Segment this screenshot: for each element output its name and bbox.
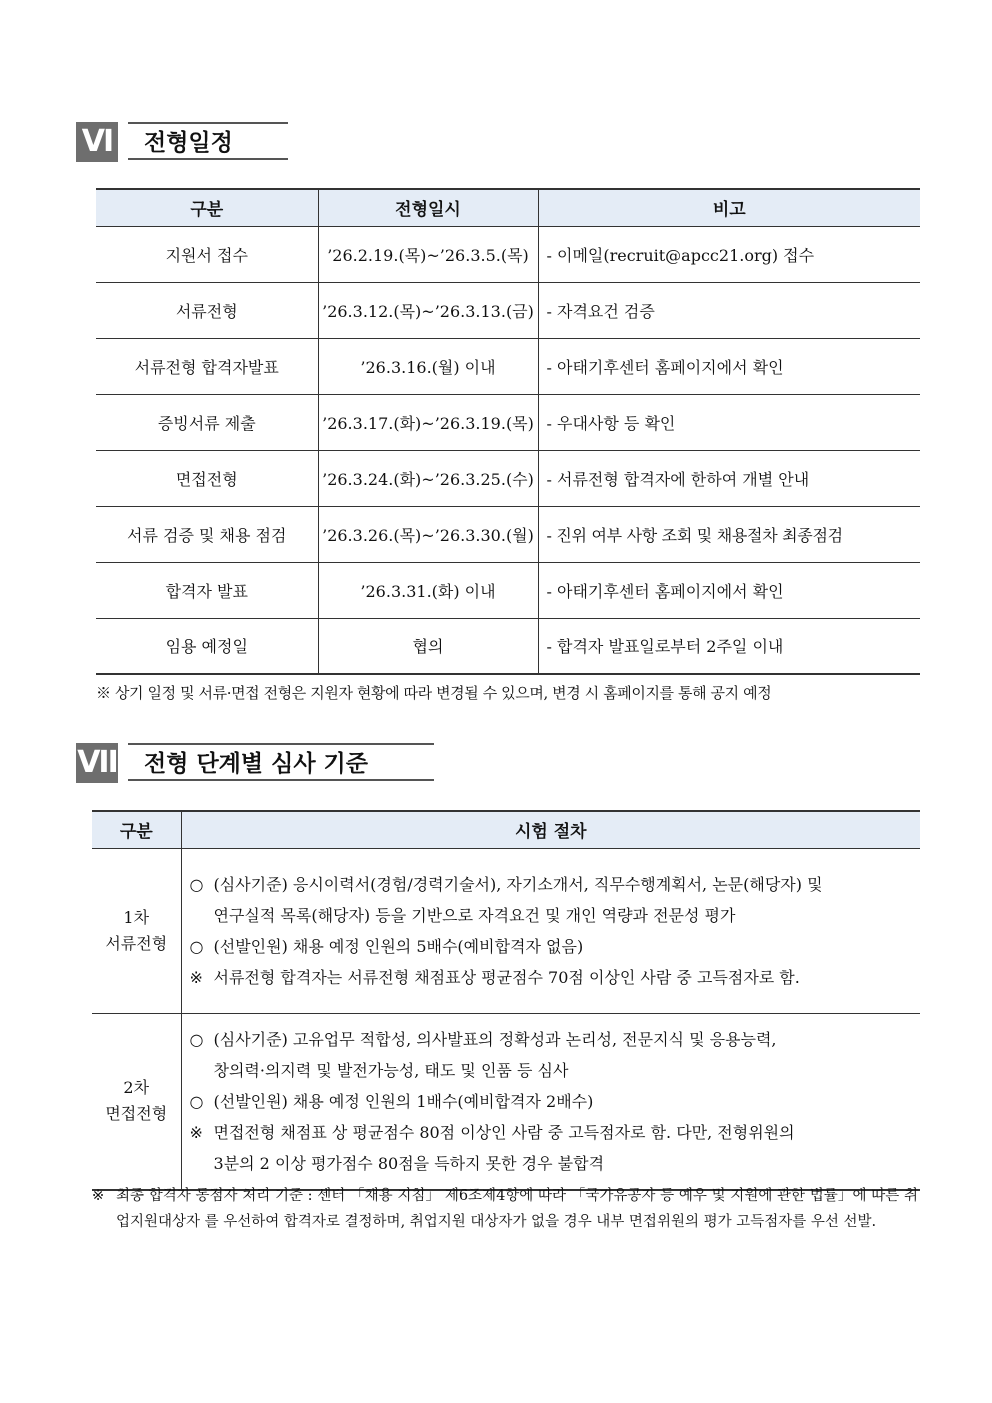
- schedule-category: 임용 예정일: [96, 618, 318, 674]
- criteria-text: 서류전형 합격자는 서류전형 채점표상 평균점수 70점 이상인 사람 중 고득점자로 함.: [213, 967, 800, 987]
- criteria-text: (선발인원) 채용 예정 인원의 5배수(예비합격자 없음): [213, 936, 584, 956]
- schedule-remark: - 서류전형 합격자에 한하여 개별 안내: [538, 450, 920, 506]
- stage2-label: [92, 1013, 181, 1190]
- criteria-table: [92, 810, 920, 1191]
- criteria-text: (선발인원) 채용 예정 인원의 1배수(예비합격자 2배수): [213, 1091, 594, 1111]
- schedule-table: [96, 188, 920, 675]
- section-6-heading: [76, 122, 288, 162]
- section-7-title: 전형 단계별 심사 기준: [128, 743, 434, 781]
- criteria-item: [190, 1086, 921, 1117]
- reference-mark: ※: [189, 967, 203, 987]
- criteria-item: [190, 1117, 921, 1148]
- criteria-header-procedure: 시험 절차: [181, 811, 920, 848]
- schedule-category: 합격자 발표: [96, 562, 318, 618]
- schedule-row: [96, 506, 920, 562]
- schedule-date: ’26.3.26.(목)~’26.3.30.(월): [318, 506, 538, 562]
- stage2-label-line2: 면접전형: [105, 1104, 168, 1123]
- schedule-date: ’26.3.31.(화) 이내: [318, 562, 538, 618]
- schedule-date: ’26.3.17.(화)~’26.3.19.(목): [318, 394, 538, 450]
- criteria-text: 면접전형 채점표 상 평균점수 80점 이상인 사람 중 고득점자로 함. 다만, 전형위원의: [213, 1122, 795, 1142]
- final-note-text: 최종 합격자 동점자 처리 기준 : 센터 「채용 지침」 제6조제4항에 따라 「국가유공자 등 예우 및 지원에 관한 법률」에 따른 취업지원대상자 를 우선하여 합격자로 결정하며, 취업지원 대상자가 없을 경우 내부 면접위원의 평가 고득점자를 우선 선발.: [116, 1188, 918, 1230]
- schedule-header-remark: 비고: [538, 189, 920, 226]
- stage1-label: [92, 848, 181, 1013]
- schedule-remark: - 진위 여부 사항 조회 및 채용절차 최종점검: [538, 506, 920, 562]
- schedule-row: [96, 338, 920, 394]
- section-7-numeral: VII: [76, 743, 118, 783]
- criteria-text: (심사기준) 고유업무 적합성, 의사발표의 정확성과 논리성, 전문지식 및 응용능력,: [213, 1029, 777, 1049]
- criteria-text-cont: 창의력·의지력 및 발전가능성, 태도 및 인품 등 심사: [213, 1060, 569, 1080]
- stage2-label-line1: 2차: [123, 1078, 150, 1097]
- stage1-label-line2: 서류전형: [105, 933, 168, 953]
- stage1-label-line1: 1차: [123, 907, 150, 927]
- schedule-date: ’26.3.12.(목)~’26.3.13.(금): [318, 282, 538, 338]
- schedule-row: [96, 226, 920, 282]
- schedule-row: [96, 618, 920, 674]
- schedule-note: ※ 상기 일정 및 서류·면접 전형은 지원자 현황에 따라 변경될 수 있으며, 변경 시 홈페이지를 통해 공지 예정: [96, 684, 772, 702]
- stage2-criteria: [181, 1013, 920, 1190]
- schedule-header-category: 구분: [96, 189, 318, 226]
- schedule-category: 서류 검증 및 채용 점검: [96, 506, 318, 562]
- schedule-remark: - 자격요건 검증: [538, 282, 920, 338]
- schedule-header-row: [96, 189, 920, 226]
- criteria-text-cont: 3분의 2 이상 평가점수 80점을 득하지 못한 경우 불합격: [213, 1153, 605, 1173]
- schedule-category: 면접전형: [96, 450, 318, 506]
- criteria-text: (심사기준) 응시이력서(경험/경력기술서), 자기소개서, 직무수행계획서, 논문(해당자) 및: [213, 874, 823, 894]
- criteria-text-cont: 연구실적 목록(해당자) 등을 기반으로 자격요건 및 개인 역량과 전문성 평가: [213, 905, 736, 925]
- criteria-header-category: 구분: [92, 811, 181, 848]
- schedule-category: 서류전형 합격자발표: [96, 338, 318, 394]
- criteria-item: [190, 869, 921, 900]
- schedule-date: 협의: [318, 618, 538, 674]
- circle-bullet: ○: [189, 1091, 204, 1111]
- schedule-category: 지원서 접수: [96, 226, 318, 282]
- schedule-remark: - 이메일(recruit@apcc21.org) 접수: [538, 226, 920, 282]
- schedule-category: 증빙서류 제출: [96, 394, 318, 450]
- criteria-item: [190, 931, 921, 962]
- schedule-date: ’26.3.16.(월) 이내: [318, 338, 538, 394]
- final-note: [92, 1183, 918, 1235]
- schedule-row: [96, 562, 920, 618]
- schedule-row: [96, 450, 920, 506]
- reference-mark: ※: [189, 1122, 203, 1142]
- criteria-item: [190, 962, 921, 993]
- schedule-category: 서류전형: [96, 282, 318, 338]
- circle-bullet: ○: [189, 936, 204, 956]
- schedule-remark: - 아태기후센터 홈페이지에서 확인: [538, 562, 920, 618]
- circle-bullet: ○: [189, 1029, 204, 1049]
- criteria-item: [190, 1024, 921, 1055]
- schedule-remark: - 우대사항 등 확인: [538, 394, 920, 450]
- criteria-row-stage1: [92, 848, 920, 1013]
- criteria-row-stage2: [92, 1013, 920, 1190]
- schedule-row: [96, 394, 920, 450]
- reference-mark: ※: [92, 1188, 105, 1204]
- schedule-header-date: 전형일시: [318, 189, 538, 226]
- circle-bullet: ○: [189, 874, 204, 894]
- section-7-heading: [76, 743, 434, 783]
- section-6-title: 전형일정: [128, 122, 288, 160]
- schedule-date: ’26.3.24.(화)~’26.3.25.(수): [318, 450, 538, 506]
- stage1-criteria: [181, 848, 920, 1013]
- section-6-numeral: VI: [76, 122, 118, 162]
- schedule-remark: - 아태기후센터 홈페이지에서 확인: [538, 338, 920, 394]
- schedule-row: [96, 282, 920, 338]
- schedule-remark: - 합격자 발표일로부터 2주일 이내: [538, 618, 920, 674]
- criteria-header-row: [92, 811, 920, 848]
- schedule-date: ’26.2.19.(목)~’26.3.5.(목): [318, 226, 538, 282]
